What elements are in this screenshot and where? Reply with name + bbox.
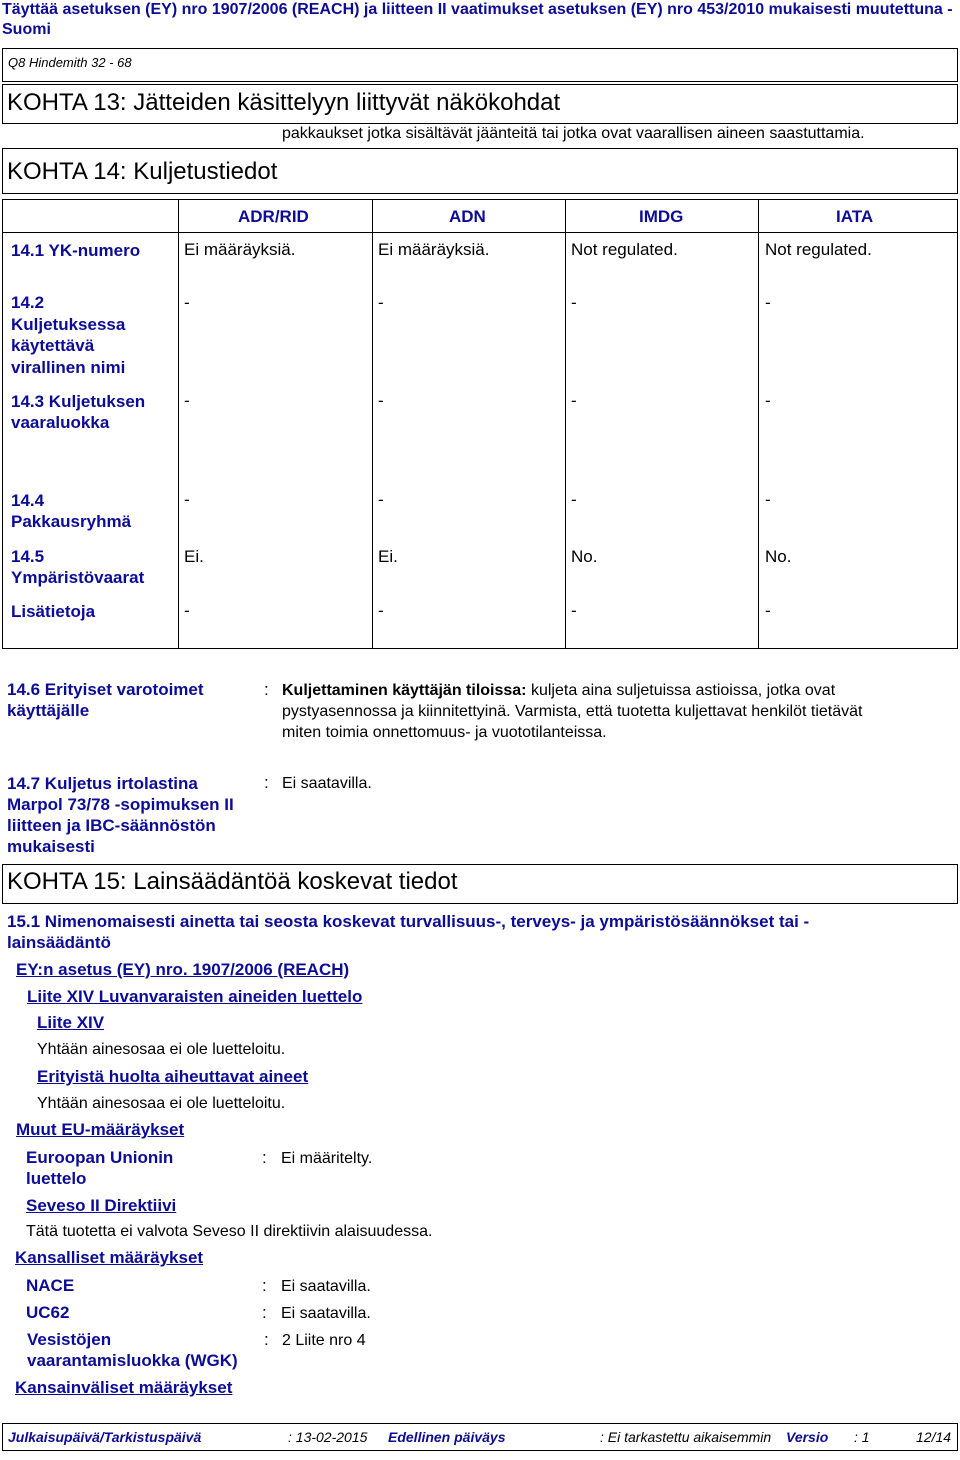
row-label-environmental-line1: 14.5 [11, 547, 45, 566]
table-row-divider [2, 232, 958, 233]
special-precautions-value-line1 [282, 680, 835, 701]
row-label-environmental-line2: Ympäristövaarat [11, 568, 145, 587]
wgk-label-line2: vaarantamisluokka (WGK) [27, 1351, 238, 1370]
cell-un-imdg: Not regulated. [571, 240, 678, 259]
annex-xiv-text: Yhtään ainesosaa ei ole luetteloitu. [37, 1041, 286, 1058]
section14-title: KOHTA 14: Kuljetustiedot [7, 158, 278, 185]
cell-environmental-iata: No. [765, 547, 792, 566]
section15-title: KOHTA 15: Lainsäädäntöä koskevat tiedot [7, 868, 458, 895]
special-precautions-value-line3: miten toimia onnettomuus- ja vuototilanteissa. [282, 724, 607, 741]
cell-packing-group-imdg: - [571, 490, 577, 509]
row-label-shipping-name-line2: Kuljetuksessa [11, 315, 126, 334]
footer-page-number: 12/14 [916, 1429, 952, 1445]
special-precautions-label-line1: 14.6 Erityiset varotoimet [7, 680, 204, 699]
eu-list-label-line2: luettelo [26, 1169, 87, 1188]
footer-version-label: Versio [786, 1429, 829, 1445]
cell-hazard-class-adr: - [184, 391, 190, 410]
row-label-packing-group-line1: 14.4 [11, 491, 45, 510]
row-label-additional-info: Lisätietoja [11, 602, 96, 621]
table-column-divider [372, 200, 373, 648]
footer-previous-value: : Ei tarkastettu aikaisemmin [600, 1429, 772, 1445]
eu-list-value: Ei määritelty. [281, 1150, 373, 1167]
row-label-un-number: 14.1 YK-numero [11, 241, 141, 260]
row-label-shipping-name-line4: virallinen nimi [11, 358, 126, 377]
seveso-text: Tätä tuotetta ei valvota Seveso II direktiivin alaisuudessa. [26, 1223, 433, 1240]
cell-hazard-class-iata: - [765, 391, 771, 410]
column-header-iata: IATA [836, 207, 874, 226]
column-header-adn: ADN [449, 207, 486, 226]
uc62-colon: : [262, 1303, 267, 1322]
annex-xiv-heading: Liite XIV Luvanvaraisten aineiden luettelo [27, 987, 363, 1006]
footer-issue-value: : 13-02-2015 [288, 1429, 368, 1445]
cell-additional-adn: - [378, 601, 384, 620]
cell-shipping-name-imdg: - [571, 293, 577, 312]
cell-packing-group-iata: - [765, 490, 771, 509]
bulk-transport-label-line3: liitteen ja IBC-säännöstön [7, 816, 216, 835]
section15-subtitle-line2: lainsäädäntö [7, 933, 111, 952]
reach-regulation-heading: EY:n asetus (EY) nro. 1907/2006 (REACH) [16, 960, 350, 979]
table-column-divider [565, 200, 566, 648]
row-label-hazard-class-line1: 14.3 Kuljetuksen [11, 392, 146, 411]
eu-list-label-line1: Euroopan Unionin [26, 1148, 174, 1167]
cell-hazard-class-imdg: - [571, 391, 577, 410]
cell-environmental-imdg: No. [571, 547, 598, 566]
cell-un-adn: Ei määräyksiä. [378, 240, 490, 259]
national-regulations-heading: Kansalliset määräykset [15, 1248, 204, 1267]
row-label-hazard-class-line2: vaaraluokka [11, 413, 110, 432]
eu-list-colon: : [262, 1148, 267, 1167]
svhc-text: Yhtään ainesosaa ei ole luetteloitu. [37, 1095, 286, 1112]
cell-un-iata: Not regulated. [765, 240, 872, 259]
footer-previous-label: Edellinen päiväys [388, 1429, 506, 1445]
product-name-box [2, 48, 958, 82]
nace-value: Ei saatavilla. [281, 1278, 371, 1295]
packaging-text: pakkaukset jotka sisältävät jäänteitä tai jotka ovat vaarallisen aineen saastuttamia. [282, 125, 865, 142]
wgk-colon: : [264, 1330, 269, 1349]
uc62-value: Ei saatavilla. [281, 1305, 371, 1322]
special-precautions-label-line2: käyttäjälle [7, 701, 90, 720]
bulk-transport-label-line4: mukaisesti [7, 837, 95, 856]
wgk-label-line1: Vesistöjen [27, 1330, 112, 1349]
nace-label: NACE [26, 1276, 75, 1295]
footer-issue-label: Julkaisupäivä/Tarkistuspäivä [8, 1429, 202, 1445]
table-column-divider [178, 200, 179, 648]
uc62-label: UC62 [26, 1303, 70, 1322]
cell-environmental-adr: Ei. [184, 547, 204, 566]
annex-xiv-subheading: Liite XIV [37, 1013, 105, 1032]
cell-additional-adr: - [184, 601, 190, 620]
transport-table [2, 199, 958, 649]
column-header-imdg: IMDG [639, 207, 684, 226]
bulk-transport-value: Ei saatavilla. [282, 775, 372, 792]
other-eu-regulations-heading: Muut EU-määräykset [16, 1120, 185, 1139]
nace-colon: : [262, 1276, 267, 1295]
bulk-transport-colon: : [264, 773, 269, 792]
row-label-packing-group-line2: Pakkausryhmä [11, 512, 132, 531]
cell-shipping-name-iata: - [765, 293, 771, 312]
column-header-adr-rid: ADR/RID [238, 207, 309, 226]
cell-shipping-name-adr: - [184, 293, 190, 312]
wgk-value: 2 Liite nro 4 [282, 1332, 366, 1349]
section13-title: KOHTA 13: Jätteiden käsittelyyn liittyvät näkökohdat [7, 89, 561, 116]
cell-additional-imdg: - [571, 601, 577, 620]
special-precautions-text: kuljeta aina suljetuissa astioissa, jotka ovat [530, 682, 836, 699]
cell-shipping-name-adn: - [378, 293, 384, 312]
footer-version-value: : 1 [854, 1429, 870, 1445]
document-header-title: Täyttää asetuksen (EY) nro 1907/2006 (REACH) ja liitteen II vaatimukset asetuksen (EY) nro 453/2010 mukaisesti muutettuna - Suomi [2, 1, 953, 38]
special-precautions-colon: : [264, 680, 269, 699]
cell-additional-iata: - [765, 601, 771, 620]
cell-packing-group-adn: - [378, 490, 384, 509]
seveso-heading: Seveso II Direktiivi [26, 1196, 177, 1215]
svhc-heading: Erityistä huolta aiheuttavat aineet [37, 1067, 309, 1086]
row-label-shipping-name-line1: 14.2 [11, 293, 45, 312]
bulk-transport-label-line1: 14.7 Kuljetus irtolastina [7, 774, 198, 793]
product-name: Q8 Hindemith 32 - 68 [8, 55, 132, 70]
special-precautions-value-line2: pystyasennossa ja kiinnitettyinä. Varmista, että tuotetta kuljettavat henkilöt tietävät [282, 703, 863, 720]
section15-subtitle-line1: 15.1 Nimenomaisesti ainetta tai seosta koskevat turvallisuus-, terveys- ja ympäristösäännökset tai - [7, 912, 810, 931]
special-precautions-bold: Kuljettaminen käyttäjän tiloissa: [282, 682, 527, 699]
table-column-divider [758, 200, 759, 648]
international-regulations-heading: Kansainväliset määräykset [15, 1378, 233, 1397]
cell-hazard-class-adn: - [378, 391, 384, 410]
cell-packing-group-adr: - [184, 490, 190, 509]
cell-un-adr: Ei määräyksiä. [184, 240, 296, 259]
row-label-shipping-name-line3: käytettävä [11, 336, 95, 355]
cell-environmental-adn: Ei. [378, 547, 398, 566]
bulk-transport-label-line2: Marpol 73/78 -sopimuksen II [7, 795, 234, 814]
